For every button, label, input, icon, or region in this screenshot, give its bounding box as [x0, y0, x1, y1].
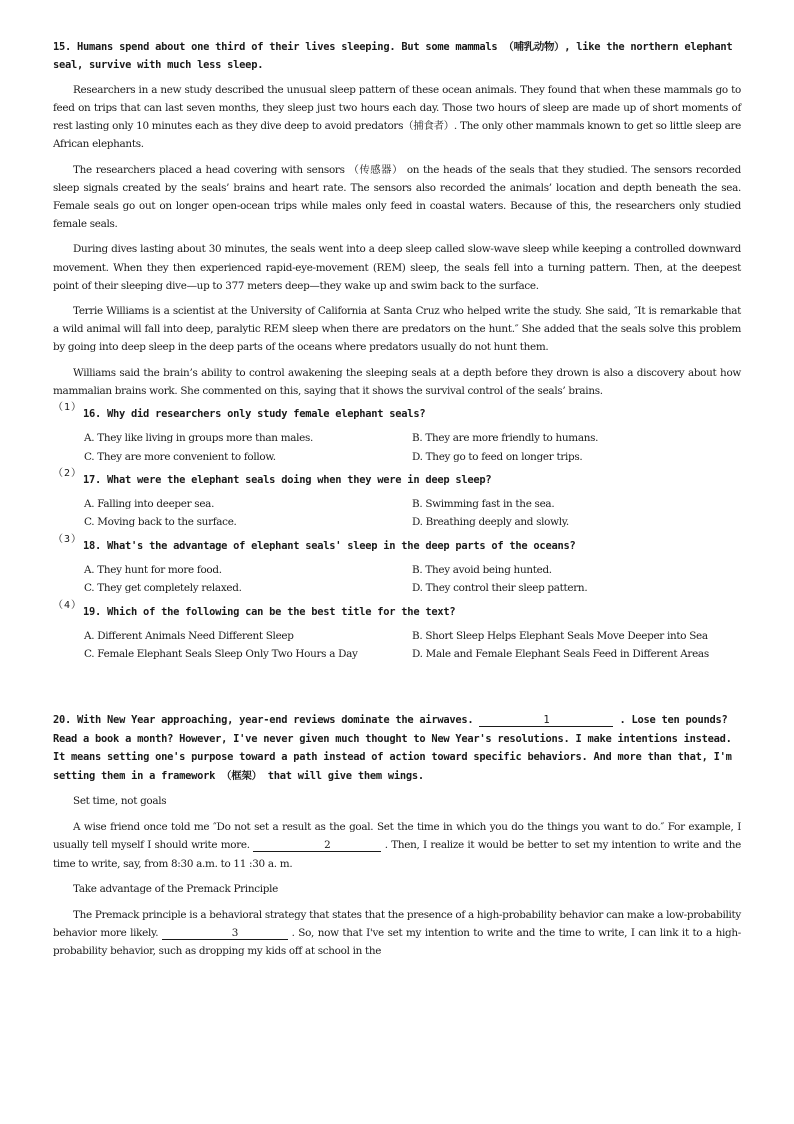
passage1-paragraph: Williams said the brain’s ability to control awakening the sleeping seals at a depth before they drown is also a discovery about how mammalian brains work. She commented on this, saying that it shows the survival control of the seals’ brains.: [53, 366, 741, 397]
passage2-paragraph-2: [53, 906, 741, 961]
blank-3-number: 3: [231, 927, 239, 940]
question-number: （4）: [53, 599, 83, 611]
option-d[interactable]: D. They control their sleep pattern.: [412, 582, 588, 595]
option-d[interactable]: D. Breathing deeply and slowly.: [412, 516, 569, 529]
option-a[interactable]: A. They hunt for more food.: [84, 564, 222, 577]
question-18: [53, 533, 741, 555]
blank-3[interactable]: [162, 927, 288, 940]
question-18-options: [53, 561, 741, 597]
question-number: （3）: [53, 533, 83, 545]
blank-2-number: 2: [324, 839, 331, 852]
option-d-text: D. Male and Female Elephant Seals Feed in Different Areas: [412, 648, 709, 661]
option-a[interactable]: A. Falling into deeper sea.: [84, 498, 215, 511]
question-text: 18. What's the advantage of elephant seals' sleep in the deep parts of the oceans?: [83, 539, 576, 552]
question-number: （2）: [53, 467, 83, 479]
question-19-options: [53, 627, 741, 663]
option-b[interactable]: B. Swimming fast in the sea.: [412, 498, 555, 511]
question-text: 19. Which of the following can be the best title for the text?: [83, 605, 456, 618]
option-d[interactable]: D. They go to feed on longer trips.: [412, 450, 583, 463]
document-page: [53, 38, 741, 968]
option-c[interactable]: C. Female Elephant Seals Sleep Only Two Hours a Day: [84, 648, 358, 661]
question-19: [53, 599, 741, 621]
option-c[interactable]: C. They are more convenient to follow.: [84, 450, 276, 463]
blank-1-number: 1: [543, 714, 550, 727]
option-a[interactable]: A. They like living in groups more than males.: [84, 432, 314, 445]
question-16-options: [53, 429, 741, 465]
subheading-premack: Take advantage of the Premack Principle: [73, 882, 278, 895]
paragraph-text: . So, now that I've set my intention to write and the time to write, I can link it to a high-probability behavior, such as dropping my kids off at school in the: [53, 927, 741, 958]
question-17: [53, 467, 741, 489]
passage1-intro: 15. Humans spend about one third of their lives sleeping. But some mammals （哺乳动物）, like the northern elephant seal, survive with much less sleep.: [53, 41, 733, 72]
option-b-text: B. Short Sleep Helps Elephant Seals Move Deeper into Sea: [412, 629, 708, 642]
option-d[interactable]: [412, 645, 742, 663]
subheading-set-time: Set time, not goals: [73, 794, 167, 807]
paragraph-text: The Premack principle is a behavioral strategy that states that the presence of a high-probability behavior can make a low-probability behavior more likely.: [53, 908, 741, 940]
option-b[interactable]: B. They avoid being hunted.: [412, 564, 552, 577]
question-17-options: [53, 495, 741, 531]
option-a[interactable]: A. Different Animals Need Different Sleep: [84, 629, 294, 642]
passage2-intro: [53, 711, 741, 785]
question-text: 17. What were the elephant seals doing when they were in deep sleep?: [83, 473, 492, 486]
option-b[interactable]: B. They are more friendly to humans.: [412, 432, 599, 445]
question-16: [53, 404, 741, 423]
blank-1[interactable]: [479, 714, 613, 727]
passage1-paragraph: The researchers placed a head covering with sensors （传感器） on the heads of the seals that they studied. The sensors recorded sleep signals created by the seals’ brains and heart rate. The sensors also recorded the animals’ location and depth beneath the sea. Female seals go out on longer open-ocean trips while males only feed in coastal waters. Because of this, the researchers only studied female seals.: [53, 163, 741, 231]
passage1-paragraph: During dives lasting about 30 minutes, the seals went into a deep sleep called slow-wave sleep while keeping a controlled downward movement. When they then experienced rapid-eye-movement (REM) sleep, the seals fell into a turning pattern. Then, at the deepest point of their sleeping dive—up to 377 meters deep—they wake up and swim back to the surface.: [53, 243, 741, 292]
blank-2[interactable]: [253, 839, 381, 852]
option-c[interactable]: C. Moving back to the surface.: [84, 516, 237, 529]
passage2-intro-b: . Lose ten pounds? Read a book a month? However, I've never given much thought to New Year's resolutions. I make intentions instead. It means setting one's purpose toward a path instead of action toward specific behaviors. And more than that, I'm setting them in a framework （框架） that will give them wings.: [53, 714, 732, 782]
option-b[interactable]: [412, 627, 742, 645]
paragraph-text: . Then, I realize it would be better to set my intention to write and the time to write, say, from 8:30 a.m. to 11 :30 a. m.: [53, 839, 741, 870]
passage2-intro-a: 20. With New Year approaching, year-end reviews dominate the airwaves.: [53, 714, 474, 727]
passage2-paragraph-1: [53, 818, 741, 873]
question-number: （1）: [53, 402, 83, 414]
paragraph-text: A wise friend once told me ″Do not set a result as the goal. Set the time in which you do the things you want to do.″ For example, I usually tell myself I should write more.: [53, 821, 741, 852]
section-gap: [53, 667, 741, 711]
passage1-paragraph: Terrie Williams is a scientist at the University of California at Santa Cruz who helped write the study. She said, ″It is remarkable that a wild animal will fall into deep, paralytic REM sleep when there are predators on the hunt.″ She added that the seals solve this problem by going into deep sleep in the deep parts of the oceans where predators usually do not hunt them.: [53, 305, 741, 354]
passage1-paragraph: Researchers in a new study described the unusual sleep pattern of these ocean animals. They found that when these mammals go to feed on trips that can last seven months, they sleep just two hours each day. Those two hours of sleep are made up of short moments of rest lasting only 10 minutes each as they dive deep to avoid predators（捕食者）. The only other mammals known to get so little sleep are African elephants.: [53, 83, 741, 151]
option-c[interactable]: C. They get completely relaxed.: [84, 582, 242, 595]
question-text: 16. Why did researchers only study female elephant seals?: [83, 408, 426, 421]
